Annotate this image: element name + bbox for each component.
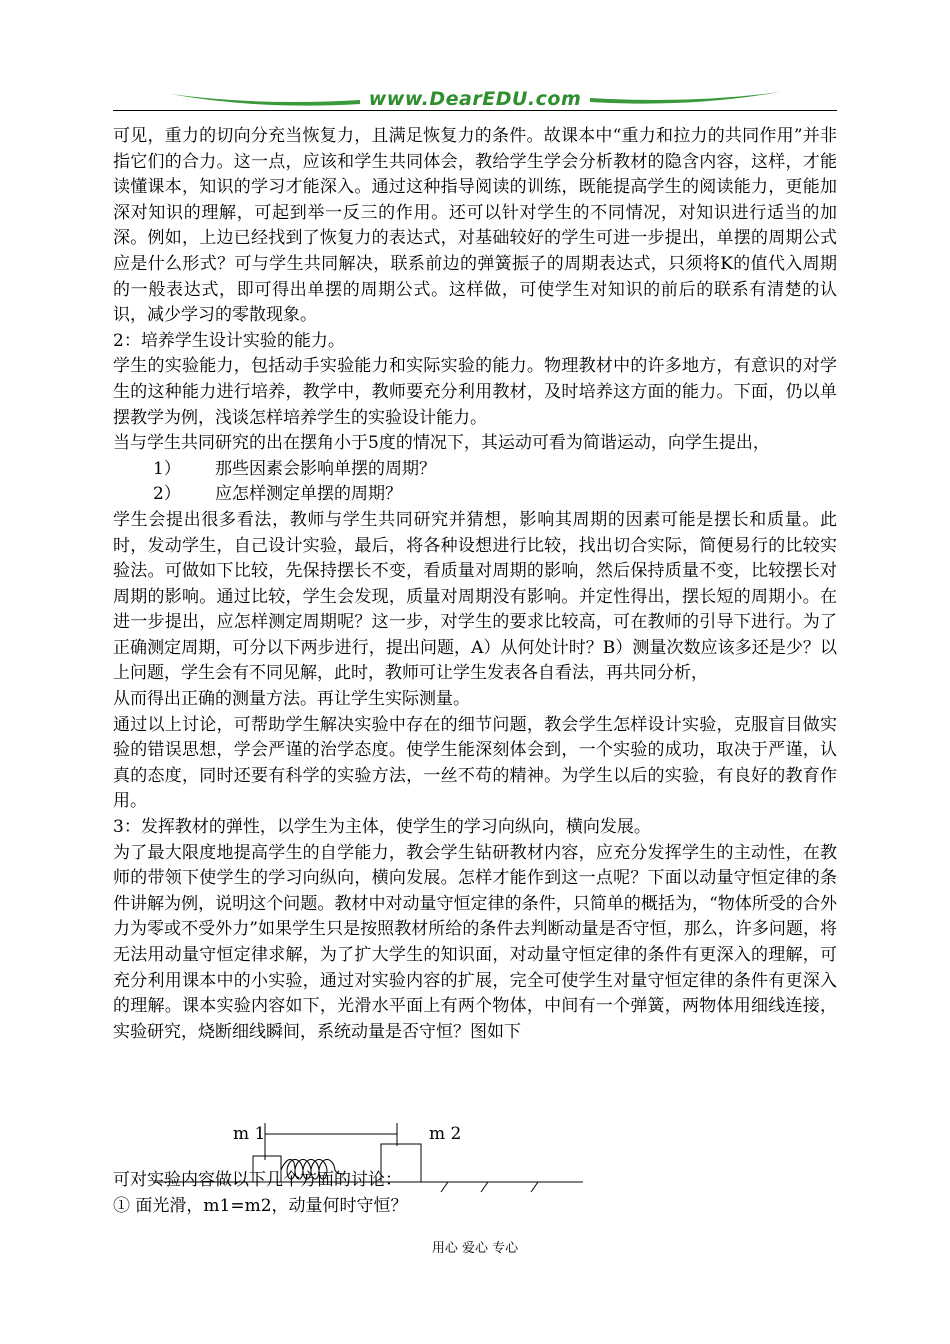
discussion-item-1: ① 面光滑，m1=m2，动量何时守恒？ xyxy=(113,1195,408,1216)
paragraph-3: 当与学生共同研究的出在摆角小于5度的情况下，其运动可看为简谐运动，向学生提出， xyxy=(113,433,770,454)
document-body xyxy=(113,124,837,1045)
label-m1: m 1 xyxy=(233,1124,266,1144)
list-text: 那些因素会影响单摆的周期？ xyxy=(215,458,436,479)
page-footer: 用心 爱心 专心 xyxy=(431,1241,519,1256)
paragraph-2: 学生的实验能力，包括动手实验能力和实际实验的能力。物理教材中的许多地方，有意识的对学生的这种能力进行培养，教学中，教师要充分利用教材，及时培养这方面的能力。下面，仍以单摆教学为例，浅谈怎样培养学生的实验设计能力。 xyxy=(113,356,837,428)
list-number: 2） xyxy=(153,484,181,505)
header-rule xyxy=(113,110,837,111)
paragraph-4: 学生会提出很多看法，教师与学生共同研究并猜想，影响其周期的因素可能是摆长和质量。此时，发动学生，自己设计实验，最后，将各种设想进行比较，找出切合实际，简便易行的比较实验法。可做如下比较，先保持摆长不变，看质量对周期的影响，然后保持质量不变，比较摆长对周期的影响。通过比较，学生会发现，质量对周期没有影响。并定性得出，摆长短的周期小。在进一步提出，应怎样测定周期呢？这一步，对学生的要求比较高，可在教师的引导下进行。为了正确测定周期，可分以下两步进行，提出问题，A）从何处计时？B）测量次数应该多还是少？以上问题，学生会有不同见解，此时，教师可让学生发表各自看法，再共同分析， xyxy=(113,509,837,684)
paragraph-1: 可见，重力的切向分充当恢复力，且满足恢复力的条件。故课本中“重力和拉力的共同作用”并非指它们的合力。这一点，应该和学生共同体会，教给学生学会分析教材的隐含内容，这样，才能读懂课本，知识的学习才能深入。通过这种指导阅读的训练，既能提高学生的阅读能力，更能加深对知识的理解，可起到举一反三的作用。还可以针对学生的不同情况，对知识进行适当的加深。例如，上边已经找到了恢复力的表达式，对基础较好的学生可进一步提出，单摆的周期公式应是什么形式？可与学生共同解决，联系前边的弹簧振子的周期表达式，只须将K的值代入周期的一般表达式，即可得出单摆的周期公式。这样做，可使学生对知识的前后的联系有清楚的认识，减少学习的零散现象。 xyxy=(113,126,837,326)
after-figure-text xyxy=(113,1168,837,1219)
label-m2: m 2 xyxy=(429,1124,462,1144)
header-logo-text[interactable]: www.DearEDU.com xyxy=(368,88,582,110)
discussion-intro: 可对实验内容做以下几个方面的讨论： xyxy=(113,1170,402,1190)
heading-3: 3：发挥教材的弹性，以学生为主体，使学生的学习向纵向，横向发展。 xyxy=(113,817,651,838)
paragraph-7: 为了最大限度地提高学生的自学能力，教会学生钻研教材内容，应充分发挥学生的主动性，在教师的带领下使学生的学习向纵向，横向发展。怎样才能作到这一点呢？下面以动量守恒定律的条件讲解为例，说明这个问题。教材中对动量守恒定律的条件，只简单的概括为，“物体所受的合外力为零或不受外力”如果学生只是按照教材所给的条件去判断动量是否守恒，那么，许多问题，将无法用动量守恒定律求解，为了扩大学生的知识面，对动量守恒定律的条件有更深入的理解，可充分利用课本中的小实验，通过对实验内容的扩展，完全可使学生对量守恒定律的条件有更深入的理解。课本实验内容如下，光滑水平面上有两个物体，中间有一个弹簧，两物体用细线连接，实验研究，烧断细线瞬间，系统动量是否守恒？图如下 xyxy=(113,842,837,1042)
list-item-1 xyxy=(113,457,837,483)
paragraph-5: 从而得出正确的测量方法。再让学生实际测量。 xyxy=(113,689,470,710)
list-item-2 xyxy=(113,482,837,508)
heading-2: 2：培养学生设计实验的能力。 xyxy=(113,330,345,351)
paragraph-6: 通过以上讨论，可帮助学生解决实验中存在的细节问题，教会学生怎样设计实验，克服盲目做实验的错误思想，学会严谨的治学态度。使学生能深刻体会到，一个实验的成功，取决于严谨，认真的态度，同时还要有科学的实验方法，一丝不苟的精神。为学生以后的实验，有良好的教育作用。 xyxy=(113,714,837,812)
list-text: 应怎样测定单摆的周期？ xyxy=(215,484,402,505)
list-number: 1） xyxy=(153,458,181,479)
